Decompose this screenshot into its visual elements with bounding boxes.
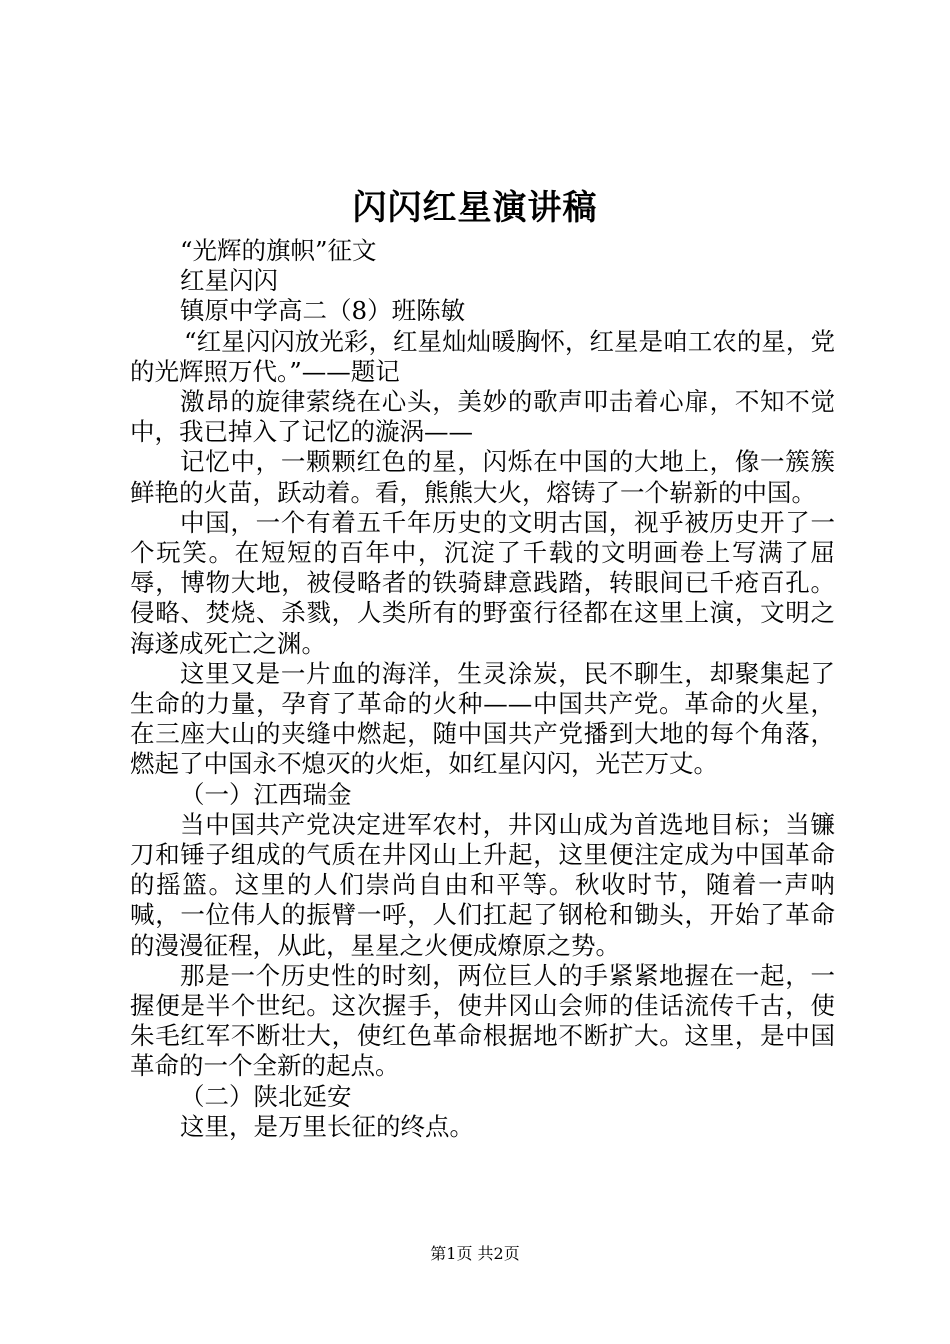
body-paragraph: 中国，一个有着五千年历史的文明古国，视乎被历史开了一个玩笑。在短短的百年中，沉淀了千载的文明画卷上写满了屈辱，博物大地，被侵略者的铁骑肆意践踏，转眼间已千疮百孔。侵略、焚烧、杀戮，人类所有的野蛮行径都在这里上演，文明之海遂成死亡之渊。	[130, 507, 835, 658]
body-paragraph: 这里，是万里长征的终点。	[180, 1111, 474, 1141]
author-line: 镇原中学高二（8）班陈敏	[180, 296, 466, 326]
document-title: 闪闪红星演讲稿	[352, 188, 598, 228]
document-body	[130, 236, 835, 1142]
body-paragraph: 激昂的旋律萦绕在心头，美妙的歌声叩击着心扉，不知不觉中，我已掉入了记忆的漩涡——	[130, 387, 835, 447]
essay-subtitle: “光辉的旗帜”征文	[180, 236, 377, 265]
section-heading-jiangxi: （一）江西瑞金	[180, 779, 352, 809]
body-paragraph: 这里又是一片血的海洋，生灵涂炭，民不聊生，却聚集起了生命的力量，孕育了革命的火种——中国共产党。革命的火星，在三座大山的夹缝中燃起，随中国共产党播到大地的每个角落，燃起了中国永不熄灭的火炬，如红星闪闪，光芒万丈。	[130, 658, 835, 779]
body-paragraph: 当中国共产党决定进军农村，井冈山成为首选地目标；当镰刀和锤子组成的气质在井冈山上升起，这里便注定成为中国革命的摇篮。这里的人们崇尚自由和平等。秋收时节，随着一声呐喊，一位伟人的振臂一呼，人们扛起了钢枪和锄头，开始了革命的漫漫征程，从此，星星之火便成燎原之势。	[130, 809, 835, 960]
body-paragraph: 记忆中，一颗颗红色的星，闪烁在中国的大地上，像一簇簇鲜艳的火苗，跃动着。看，熊熊大火，熔铸了一个崭新的中国。	[130, 447, 835, 507]
page-footer: 第1页 共2页	[430, 1244, 520, 1263]
epigraph-paragraph: “红星闪闪放光彩，红星灿灿暖胸怀，红星是咱工农的星，党的光辉照万代。”——题记	[130, 326, 835, 386]
section-heading-yanan: （二）陕北延安	[180, 1081, 352, 1111]
body-paragraph: 那是一个历史性的时刻，两位巨人的手紧紧地握在一起，一握便是半个世纪。这次握手，使井冈山会师的佳话流传千古，使朱毛红军不断壮大，使红色革命根据地不断扩大。这里，是中国革命的一个全新的起点。	[130, 960, 835, 1081]
essay-heading: 红星闪闪	[180, 266, 278, 296]
